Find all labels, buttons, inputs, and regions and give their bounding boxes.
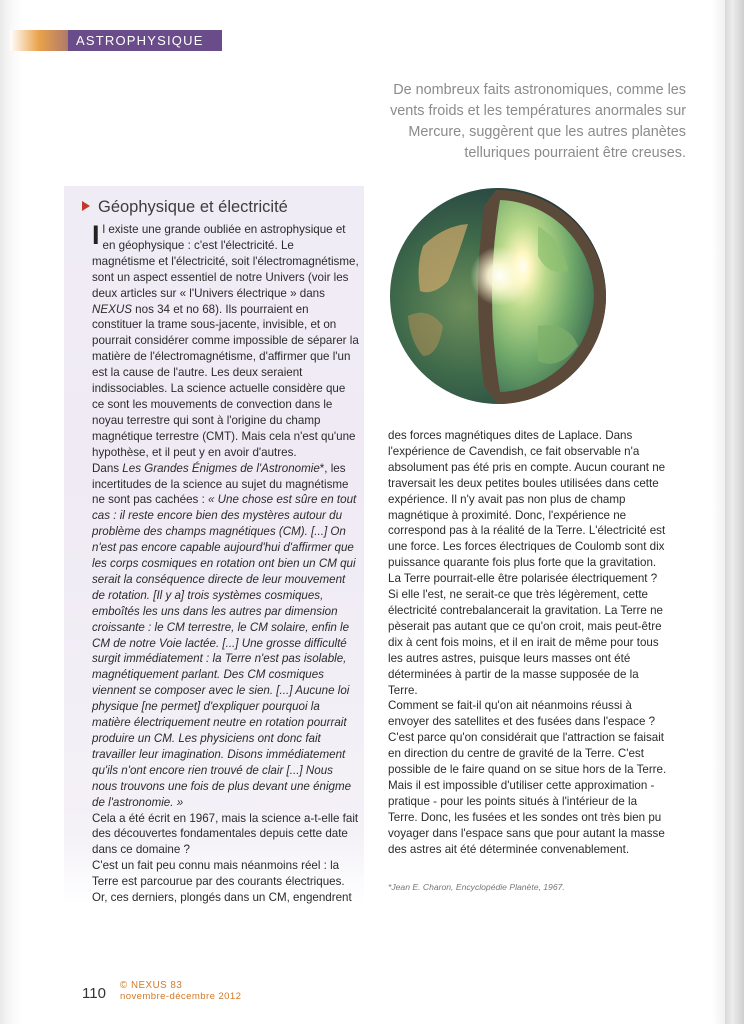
- footnote-year: , 1967.: [538, 882, 565, 892]
- paragraph-1: [92, 222, 360, 461]
- issue-date: novembre-décembre 2012: [120, 991, 242, 1002]
- heading-text: Géophysique et électricité: [98, 198, 288, 216]
- magazine-issue: © NEXUS 83: [120, 980, 183, 991]
- article-heading: [82, 197, 362, 217]
- footnote-title: Encyclopédie Planète: [455, 882, 539, 892]
- pull-quote: De nombreux faits astronomiques, comme les vents froids et les températures anormales sur Mercure, suggèrent que les autres planètes telluriques pourraient être creuses.: [390, 82, 686, 161]
- book-title: Les Grandes Énigmes de l'Astronomie: [122, 461, 320, 475]
- right-column: [388, 428, 668, 857]
- section-tab: ASTROPHYSIQUE: [68, 30, 222, 51]
- paragraph-1-text: l existe une grande oubliée en astrophysique et en géophysique : c'est l'électricité. Le magnétisme et l'électricité, soit l'électromagnétisme, sont un aspect essentiel de notre Univers (voir les deux articles sur « l'Univers électrique » dans: [92, 223, 359, 300]
- paragraph-1-end: nos 34 et no 68). Ils pourraient en constituer la trame sous-jacente, invisible, et on pourrait considérer comme impossible de séparer la matière de l'électromagnétisme, d'affirmer que l'un est la cause de l'autre. Les deux seraient indissociables. La science actuelle considère que ce sont les mouvements de convection dans le noyau terrestre qui sont à l'origine du champ magnétique terrestre (CMT). Mais cela n'est qu'une hypothèse, et il peut y en avoir d'autres.: [92, 302, 359, 459]
- left-column: [92, 222, 360, 906]
- paragraph-2-start: Dans: [92, 461, 123, 475]
- globe-illustration: [388, 186, 608, 406]
- paragraph-3: Cela a été écrit en 1967, mais la science a-t-elle fait des découvertes fondamentales depuis cette date dans ce domaine ?: [92, 811, 359, 857]
- drop-cap: I: [92, 220, 100, 250]
- footnote-author: *Jean E. Charon,: [388, 882, 456, 892]
- page-number: 110: [82, 985, 106, 1002]
- nexus-reference: NEXUS: [92, 302, 132, 316]
- page-spine: [725, 0, 744, 1024]
- hollow-earth-globe: [388, 186, 608, 406]
- triangle-right-icon: [82, 201, 90, 211]
- footnote: [388, 882, 688, 892]
- book-quote: « Une chose est sûre en tout cas : il reste encore bien des mystères autour du problème des champs magnétiques (CM). [...] On n'est pas encore capable aujourd'hui d'affirmer que les corps cosmiques en rotation ont bien un CM qui serait la conséquence directe de leur mouvement de rotation. [Il y a] trois systèmes cosmiques, emboîtés les uns dans les autres par dimension croissante : le CM terrestre, le CM solaire, enfin le CM de notre Voie lactée. [...] Une grosse difficulté surgit immédiatement : la Terre n'est pas isolable, magnétiquement parlant. Des CM cosmiques viennent se composer avec le sien. [...] Aucune loi physique [ne permet] d'expliquer pourquoi la matière électriquement neutre en rotation pourrait produire un CM. Les physiciens ont donc fait travailler leur imagination. Disons immédiatement qu'ils n'ont encore rien trouvé de clair [...] Nous nous trouvons une fois de plus devant une énigme de l'astronomie. »: [92, 493, 357, 809]
- paragraph-4: C'est un fait peu connu mais néanmoins réel : la Terre est parcourue par des courants électriques. Or, ces derniers, plongés dans un CM, engendrent: [92, 859, 352, 905]
- paragraph-2: [92, 461, 360, 811]
- paragraph-5: des forces magnétiques dites de Laplace. Dans l'expérience de Cavendish, ce fait observable n'a absolument pas été pris en compte. Aucun courant ne traversait les deux petites boules utilisées dans cette expérience. Il n'y avait pas non plus de champ magnétique à proximité. Donc, l'expérience ne correspond pas à la réalité de la Terre. L'électricité est une force. Les forces électriques de Coulomb sont dix puissance quarante fois plus forte que la gravitation. La Terre pourrait-elle être polarisée électriquement ? Si elle l'est, ne serait-ce que très légèrement, cette électricité contrebalancerait la gravitation. La Terre ne pèserait pas autant que ce qu'on croit, mais peut-être dix à cent fois moins, et il en irait de même pour tous les autres astres, puisque leurs masses ont été déterminées à partir de la masse supposée de la Terre.: [388, 429, 666, 697]
- paragraph-6: Comment se fait-il qu'on ait néanmoins réussi à envoyer des satellites et des fusées dans l'espace ? C'est parce qu'on considérait que l'attraction se faisait en direction du centre de gravité de la Terre. C'est possible de le faire quand on se situe hors de la Terre. Mais il est impossible d'utiliser cette approximation - pratique - pour les points situés à l'intérieur de la Terre. Donc, les fusées et les sondes ont très bien pu voyager dans l'espace sans que pour autant la masse des astres ait été déterminée convenablement.: [388, 699, 667, 856]
- paragraph-2-mid: *, les incertitudes de la science au sujet du magnétisme ne sont pas cachées :: [92, 461, 349, 507]
